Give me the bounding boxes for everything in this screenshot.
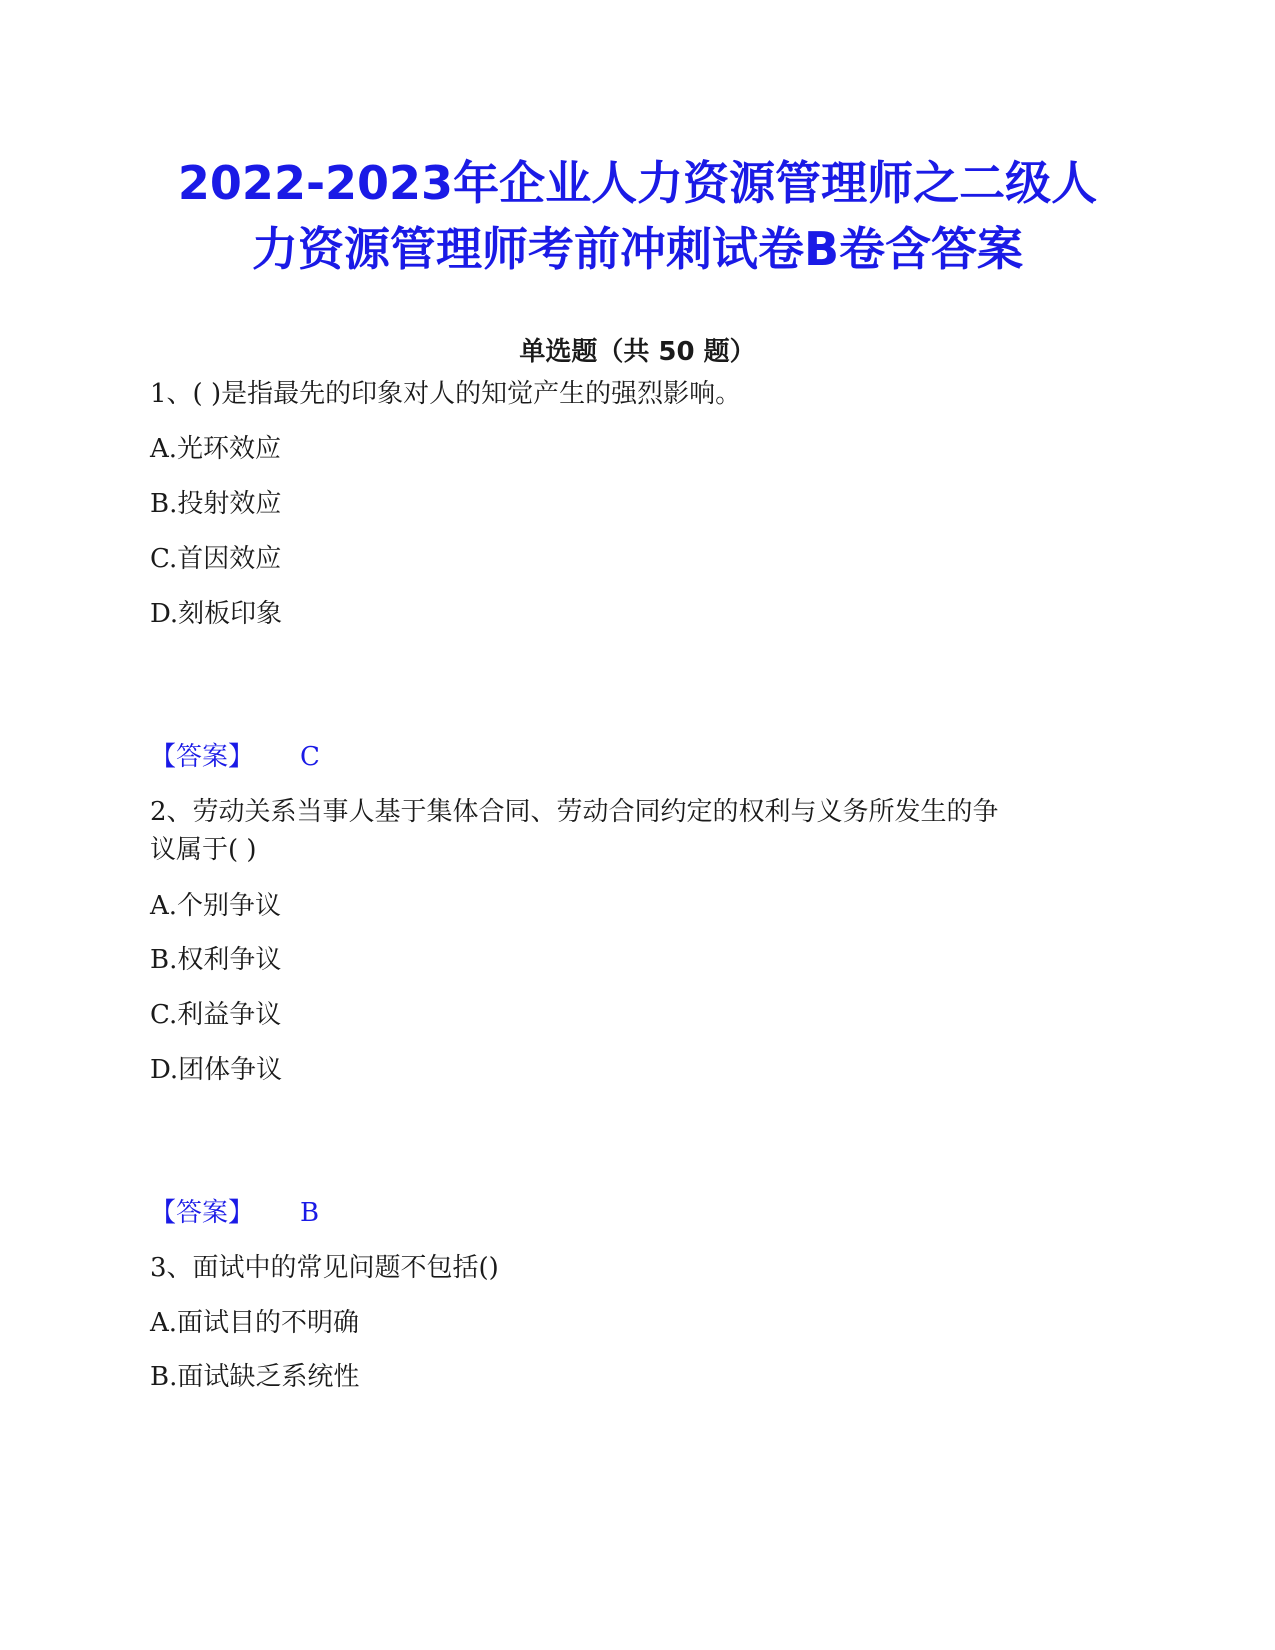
- question-3-stem: 3、面试中的常见问题不包括(): [150, 1253, 499, 1283]
- question-1-stem: 1、( )是指最先的印象对人的知觉产生的强烈影响。: [150, 379, 742, 409]
- title-line-1: 2022-2023年企业人力资源管理师之二级人: [177, 156, 1098, 210]
- answer-value: C: [300, 742, 320, 772]
- question-2-stem-line-1: 2、劳动关系当事人基于集体合同、劳动合同约定的权利与义务所发生的争: [150, 797, 999, 827]
- answer-label: 【答案】: [150, 742, 255, 772]
- question-1-option-d: D.刻板印象: [150, 599, 283, 629]
- title-line-2: 力资源管理师考前冲刺试卷B卷含答案: [251, 222, 1024, 276]
- question-1-answer: [150, 737, 320, 777]
- section-heading: 单选题（共 50 题）: [519, 337, 756, 367]
- question-2-option-d: D.团体争议: [150, 1055, 283, 1085]
- question-2-stem-line-2: 议属于( ): [150, 835, 257, 865]
- question-3-option-b: B.面试缺乏系统性: [150, 1362, 360, 1392]
- question-1-option-b: B.投射效应: [150, 489, 282, 519]
- answer-label: 【答案】: [150, 1198, 255, 1228]
- question-1-option-c: C.首因效应: [150, 544, 282, 574]
- question-3-option-a: A.面试目的不明确: [150, 1308, 360, 1338]
- answer-value: B: [300, 1198, 320, 1228]
- question-2-option-b: B.权利争议: [150, 945, 282, 975]
- question-2-answer: [150, 1193, 319, 1233]
- document-title: [120, 150, 1155, 282]
- question-2-option-a: A.个别争议: [150, 891, 282, 921]
- question-1-option-a: A.光环效应: [150, 434, 282, 464]
- question-2-option-c: C.利益争议: [150, 1000, 282, 1030]
